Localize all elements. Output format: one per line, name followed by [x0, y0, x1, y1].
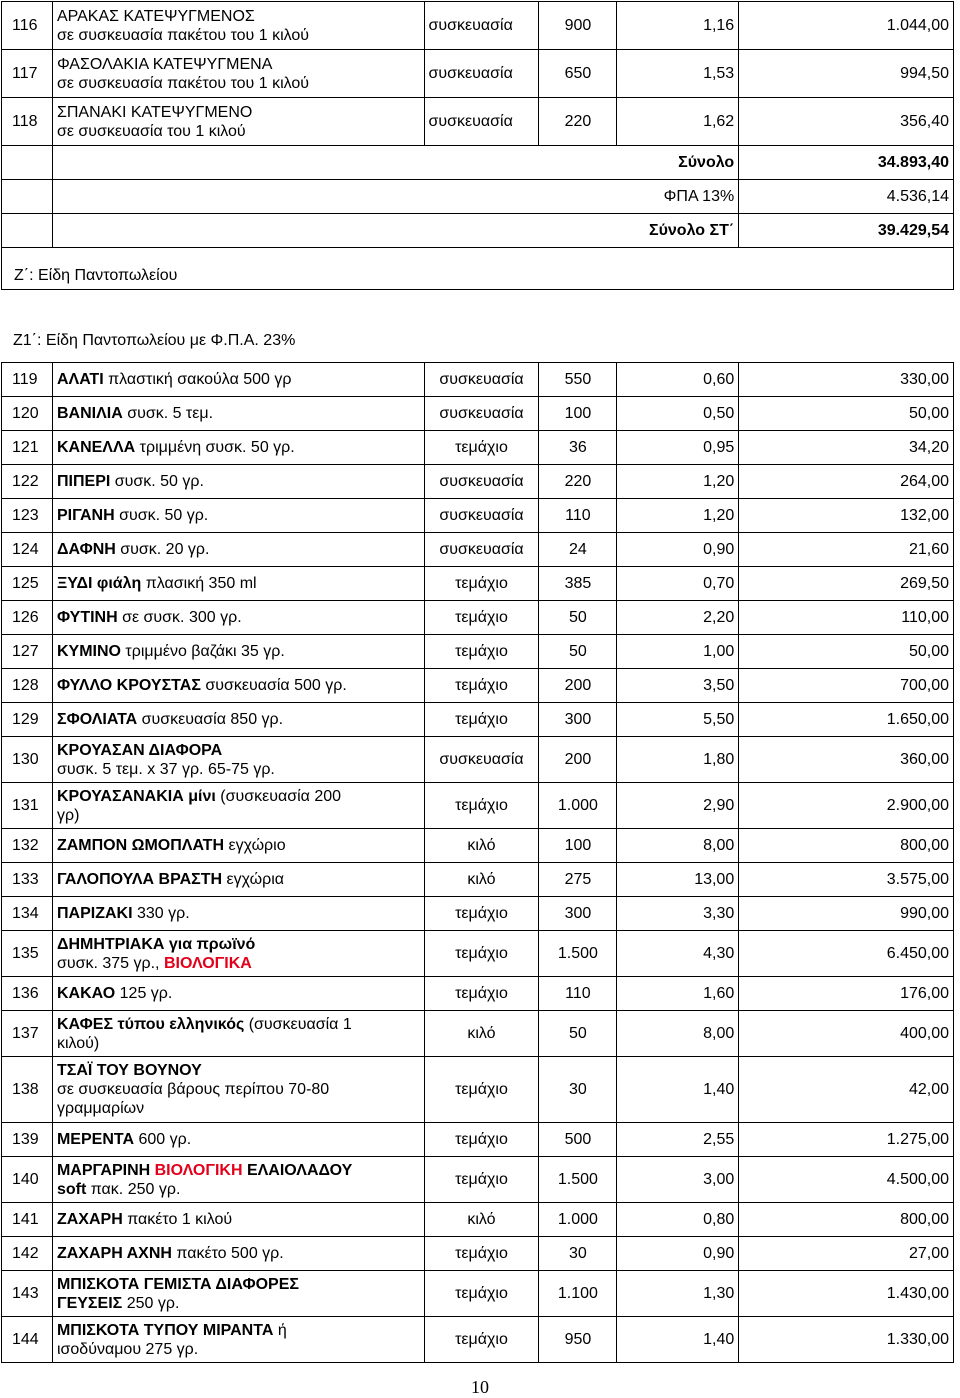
totals-label: ΦΠΑ 13% — [52, 180, 738, 214]
item-detail: σε συσκευασία πακέτου του 1 κιλού — [56, 74, 310, 92]
item-name: ΦΥΛΛΟ ΚΡΟΥΣΤΑΣ — [56, 677, 201, 694]
item-description — [52, 635, 424, 669]
item-quantity: 100 — [539, 397, 617, 431]
item-total: 2.900,00 — [739, 783, 954, 829]
item-number: 134 — [2, 897, 53, 931]
item-description — [52, 669, 424, 703]
item-total: 132,00 — [739, 499, 954, 533]
item-price: 3,30 — [617, 897, 739, 931]
item-price: 2,20 — [617, 601, 739, 635]
item-unit: τεμάχιο — [424, 1057, 539, 1123]
item-detail: 250 γρ. — [122, 1294, 180, 1312]
table-row — [2, 533, 954, 567]
table-row — [2, 1123, 954, 1157]
totals-row — [2, 146, 954, 180]
table-row — [2, 1237, 954, 1271]
item-description — [52, 363, 424, 397]
item-total: 800,00 — [739, 829, 954, 863]
item-unit: κιλό — [424, 1203, 539, 1237]
item-quantity: 1.000 — [539, 783, 617, 829]
item-total: 264,00 — [739, 465, 954, 499]
item-total: 800,00 — [739, 1203, 954, 1237]
item-total: 50,00 — [739, 397, 954, 431]
item-total: 360,00 — [739, 737, 954, 783]
table-row — [2, 567, 954, 601]
item-unit: συσκευασία — [424, 397, 539, 431]
item-quantity: 200 — [539, 737, 617, 783]
item-detail-bold: soft — [56, 1180, 87, 1198]
item-detail: εγχώριο — [224, 837, 286, 854]
item-unit: συσκευασία — [424, 533, 539, 567]
item-total: 4.500,00 — [739, 1157, 954, 1203]
item-detail: συσκ. 5 τεμ. x 37 γρ. 65-75 γρ. — [56, 760, 275, 778]
item-detail: σε συσκευασία πακέτου του 1 κιλού — [56, 26, 310, 44]
item-description — [52, 397, 424, 431]
item-quantity: 300 — [539, 897, 617, 931]
item-total: 330,00 — [739, 363, 954, 397]
table-row — [2, 601, 954, 635]
item-name: ΦΑΣΟΛΑΚΙΑ ΚΑΤΕΨΥΓΜΕΝΑ — [56, 55, 273, 73]
item-detail: τριμμένο βαζάκι 35 γρ. — [120, 643, 285, 660]
item-price: 1,30 — [617, 1271, 739, 1317]
table-row — [2, 977, 954, 1011]
item-number: 126 — [2, 601, 53, 635]
subsection-title: Ζ1΄: Είδη Παντοπωλείου με Φ.Π.Α. 23% — [13, 332, 296, 349]
item-name: ΑΡΑΚΑΣ ΚΑΤΕΨΥΓΜΕΝΟΣ — [56, 7, 255, 25]
table-row — [2, 98, 954, 146]
table-row — [2, 2, 954, 50]
item-detail: γρ) — [56, 806, 80, 824]
section-row — [2, 248, 954, 290]
item-price: 8,00 — [617, 1011, 739, 1057]
item-description — [52, 931, 424, 977]
item-description — [52, 703, 424, 737]
item-number: 131 — [2, 783, 53, 829]
item-detail: συσκευασία 850 γρ. — [137, 711, 284, 728]
totals-value: 39.429,54 — [739, 214, 954, 248]
item-quantity: 30 — [539, 1057, 617, 1123]
item-name: ΚΑΝΕΛΛΑ — [56, 439, 136, 456]
item-description — [52, 829, 424, 863]
item-name: ΑΛΑΤΙ — [56, 371, 104, 388]
item-unit: τεμάχιο — [424, 897, 539, 931]
item-unit: συσκευασία — [424, 50, 539, 98]
item-number: 118 — [2, 98, 53, 146]
item-price: 1,62 — [617, 98, 739, 146]
item-quantity: 50 — [539, 601, 617, 635]
item-number: 143 — [2, 1271, 53, 1317]
item-price: 1,80 — [617, 737, 739, 783]
item-price: 1,53 — [617, 50, 739, 98]
item-price: 1,16 — [617, 2, 739, 50]
item-detail: ισοδύναμου 275 γρ. — [56, 1340, 199, 1358]
item-name: ΚΡΟΥΑΣΑΝ ΔΙΑΦΟΡΑ — [56, 741, 223, 759]
item-price: 4,30 — [617, 931, 739, 977]
item-unit: συσκευασία — [424, 737, 539, 783]
item-unit: κιλό — [424, 829, 539, 863]
item-price: 1,40 — [617, 1057, 739, 1123]
item-price: 2,55 — [617, 1123, 739, 1157]
item-unit: τεμάχιο — [424, 1317, 539, 1363]
item-detail: συσκ. 20 γρ. — [115, 541, 210, 558]
item-total: 34,20 — [739, 431, 954, 465]
item-number: 122 — [2, 465, 53, 499]
item-name: ΜΠΙΣΚΟΤΑ ΓΕΜΙΣΤΑ ΔΙΑΦΟΡΕΣ — [56, 1275, 299, 1293]
item-detail: πλαστική σακούλα 500 γρ — [103, 371, 292, 388]
item-total: 21,60 — [739, 533, 954, 567]
item-name: ΚΡΟΥΑΣΑΝΑΚΙΑ μίνι — [56, 787, 216, 805]
item-description — [52, 863, 424, 897]
item-total: 990,00 — [739, 897, 954, 931]
totals-value: 4.536,14 — [739, 180, 954, 214]
item-name: ΚΑΦΕΣ τύπου ελληνικός — [56, 1015, 245, 1033]
organic-label: ΒΙΟΛΟΓΙΚΗ — [154, 1161, 243, 1179]
item-detail: ή — [273, 1321, 287, 1339]
item-detail: πακέτο 500 γρ. — [171, 1245, 284, 1262]
item-total: 3.575,00 — [739, 863, 954, 897]
item-quantity: 385 — [539, 567, 617, 601]
item-name: ΦΥΤΙΝΗ — [56, 609, 118, 626]
totals-label: Σύνολο ΣΤ΄ — [52, 214, 738, 248]
item-description — [52, 1123, 424, 1157]
item-quantity: 1.000 — [539, 1203, 617, 1237]
item-price: 0,95 — [617, 431, 739, 465]
item-quantity: 950 — [539, 1317, 617, 1363]
item-name-suffix: ΕΛΑΙΟΛΑΔΟΥ — [242, 1161, 353, 1179]
item-quantity: 200 — [539, 669, 617, 703]
item-price: 1,20 — [617, 499, 739, 533]
item-price: 0,50 — [617, 397, 739, 431]
item-total: 1.275,00 — [739, 1123, 954, 1157]
item-name: ΔΑΦΝΗ — [56, 541, 116, 558]
item-total: 269,50 — [739, 567, 954, 601]
item-total: 1.330,00 — [739, 1317, 954, 1363]
item-detail: συσκ. 375 γρ., — [56, 954, 164, 972]
page-number: 10 — [471, 1377, 489, 1397]
table-row — [2, 1317, 954, 1363]
item-number: 130 — [2, 737, 53, 783]
item-unit: τεμάχιο — [424, 1237, 539, 1271]
item-name: ΔΗΜΗΤΡΙΑΚΑ για πρωϊνό — [56, 935, 256, 953]
item-quantity: 110 — [539, 977, 617, 1011]
item-number: 138 — [2, 1057, 53, 1123]
item-quantity: 550 — [539, 363, 617, 397]
items-table — [1, 362, 954, 1363]
item-name: ΜΕΡΕΝΤΑ — [56, 1131, 135, 1148]
item-unit: συσκευασία — [424, 499, 539, 533]
totals-value: 34.893,40 — [739, 146, 954, 180]
item-number: 135 — [2, 931, 53, 977]
item-description — [52, 2, 424, 50]
item-description — [52, 1317, 424, 1363]
table-row — [2, 669, 954, 703]
item-quantity: 24 — [539, 533, 617, 567]
item-total: 6.450,00 — [739, 931, 954, 977]
item-quantity: 1.500 — [539, 1157, 617, 1203]
item-detail: κιλού) — [56, 1034, 100, 1052]
item-price: 0,90 — [617, 1237, 739, 1271]
item-unit: τεμάχιο — [424, 931, 539, 977]
item-quantity: 50 — [539, 1011, 617, 1057]
item-unit: συσκευασία — [424, 2, 539, 50]
item-unit: τεμάχιο — [424, 703, 539, 737]
item-name: ΡΙΓΑΝΗ — [56, 507, 115, 524]
item-quantity: 220 — [539, 465, 617, 499]
item-detail: (συσκευασία 1 — [244, 1015, 352, 1033]
item-number: 139 — [2, 1123, 53, 1157]
item-detail: 330 γρ. — [132, 905, 190, 922]
item-description — [52, 1157, 424, 1203]
item-quantity: 650 — [539, 50, 617, 98]
item-unit: τεμάχιο — [424, 1123, 539, 1157]
item-name-cont: ΓΕΥΣΕΙΣ — [56, 1294, 123, 1312]
item-name: ΣΠΑΝΑΚΙ ΚΑΤΕΨΥΓΜΕΝΟ — [56, 103, 253, 121]
table-row — [2, 1271, 954, 1317]
item-detail: συσκ. 5 τεμ. — [122, 405, 214, 422]
item-number: 128 — [2, 669, 53, 703]
item-price: 0,70 — [617, 567, 739, 601]
table-row — [2, 1203, 954, 1237]
totals-row — [2, 214, 954, 248]
item-price: 1,20 — [617, 465, 739, 499]
item-detail: τριμμένη συσκ. 50 γρ. — [135, 439, 295, 456]
item-unit: τεμάχιο — [424, 783, 539, 829]
item-unit: τεμάχιο — [424, 977, 539, 1011]
item-detail: 600 γρ. — [134, 1131, 192, 1148]
item-price: 5,50 — [617, 703, 739, 737]
section-title: Ζ΄: Είδη Παντοπωλείου — [2, 248, 954, 290]
item-total: 27,00 — [739, 1237, 954, 1271]
item-number: 117 — [2, 50, 53, 98]
item-detail: σε συσκευασία βάρους περίπου 70-80 — [56, 1081, 330, 1098]
item-detail: συσκευασία 500 γρ. — [200, 677, 347, 694]
item-number: 119 — [2, 363, 53, 397]
item-name: ΒΑΝΙΛΙΑ — [56, 405, 123, 422]
table-row — [2, 897, 954, 931]
table-row — [2, 431, 954, 465]
item-total: 400,00 — [739, 1011, 954, 1057]
item-total: 50,00 — [739, 635, 954, 669]
item-total: 356,40 — [739, 98, 954, 146]
item-unit: κιλό — [424, 863, 539, 897]
item-quantity: 900 — [539, 2, 617, 50]
item-unit: κιλό — [424, 1011, 539, 1057]
item-detail: εγχώρια — [222, 871, 285, 888]
item-number: 127 — [2, 635, 53, 669]
item-total: 700,00 — [739, 669, 954, 703]
table-row — [2, 50, 954, 98]
item-description — [52, 1271, 424, 1317]
item-total: 1.430,00 — [739, 1271, 954, 1317]
item-name: ΜΠΙΣΚΟΤΑ ΤΥΠΟΥ ΜΙΡΑΝΤΑ — [56, 1321, 274, 1339]
item-description — [52, 737, 424, 783]
item-number: 125 — [2, 567, 53, 601]
item-number: 123 — [2, 499, 53, 533]
item-total: 1.044,00 — [739, 2, 954, 50]
item-description — [52, 465, 424, 499]
item-quantity: 100 — [539, 829, 617, 863]
item-number: 121 — [2, 431, 53, 465]
item-price: 3,50 — [617, 669, 739, 703]
item-description — [52, 1057, 424, 1123]
item-unit: τεμάχιο — [424, 1157, 539, 1203]
item-total: 176,00 — [739, 977, 954, 1011]
item-name: ΚΑΚΑΟ — [56, 985, 116, 1002]
item-number: 142 — [2, 1237, 53, 1271]
item-description — [52, 533, 424, 567]
item-description — [52, 1011, 424, 1057]
item-detail: πλασική 350 ml — [141, 575, 257, 592]
item-price: 1,00 — [617, 635, 739, 669]
item-total: 1.650,00 — [739, 703, 954, 737]
item-number: 129 — [2, 703, 53, 737]
item-quantity: 275 — [539, 863, 617, 897]
item-unit: τεμάχιο — [424, 1271, 539, 1317]
table-row — [2, 1011, 954, 1057]
item-name: ΤΣΑΪ ΤΟΥ ΒΟΥΝΟΥ — [56, 1062, 202, 1079]
item-number: 116 — [2, 2, 53, 50]
item-detail: γραμμαρίων — [56, 1100, 145, 1117]
table-row — [2, 635, 954, 669]
item-number: 133 — [2, 863, 53, 897]
item-unit: τεμάχιο — [424, 601, 539, 635]
organic-label: ΒΙΟΛΟΓΙΚΑ — [163, 954, 252, 972]
item-description — [52, 567, 424, 601]
item-name: ΖΑΧΑΡΗ — [56, 1211, 123, 1228]
item-name: ΓΑΛΟΠΟΥΛΑ ΒΡΑΣΤΗ — [56, 871, 223, 888]
item-unit: τεμάχιο — [424, 431, 539, 465]
table-row — [2, 1157, 954, 1203]
item-detail: σε συσκευασία του 1 κιλού — [56, 122, 246, 140]
item-number: 132 — [2, 829, 53, 863]
item-description — [52, 499, 424, 533]
item-detail: 125 γρ. — [115, 985, 173, 1002]
item-description — [52, 1203, 424, 1237]
totals-row — [2, 180, 954, 214]
item-name: ΖΑΜΠΟΝ ΩΜΟΠΛΑΤΗ — [56, 837, 225, 854]
item-quantity: 300 — [539, 703, 617, 737]
item-detail: πακέτο 1 κιλού — [122, 1211, 233, 1228]
item-unit: συσκευασία — [424, 465, 539, 499]
item-description — [52, 977, 424, 1011]
item-price: 13,00 — [617, 863, 739, 897]
item-detail: πακ. 250 γρ. — [86, 1180, 181, 1198]
totals-label: Σύνολο — [52, 146, 738, 180]
item-number: 136 — [2, 977, 53, 1011]
item-name: ΜΑΡΓΑΡΙΝΗ — [56, 1161, 155, 1179]
item-price: 0,60 — [617, 363, 739, 397]
table-row — [2, 397, 954, 431]
item-price: 1,40 — [617, 1317, 739, 1363]
item-number: 137 — [2, 1011, 53, 1057]
table-row — [2, 465, 954, 499]
item-description — [52, 897, 424, 931]
table-row — [2, 737, 954, 783]
table-row — [2, 499, 954, 533]
item-description — [52, 1237, 424, 1271]
item-description — [52, 601, 424, 635]
item-detail: σε συσκ. 300 γρ. — [117, 609, 242, 626]
item-detail: συσκ. 50 γρ. — [114, 507, 209, 524]
item-total: 994,50 — [739, 50, 954, 98]
item-number: 140 — [2, 1157, 53, 1203]
item-number: 120 — [2, 397, 53, 431]
item-quantity: 220 — [539, 98, 617, 146]
item-price: 8,00 — [617, 829, 739, 863]
item-price: 0,80 — [617, 1203, 739, 1237]
item-unit: τεμάχιο — [424, 669, 539, 703]
item-unit: τεμάχιο — [424, 635, 539, 669]
item-detail: (συσκευασία 200 — [215, 787, 342, 805]
item-quantity: 110 — [539, 499, 617, 533]
item-name: ΖΑΧΑΡΗ ΑΧΝΗ — [56, 1245, 172, 1262]
item-price: 3,00 — [617, 1157, 739, 1203]
item-price: 2,90 — [617, 783, 739, 829]
item-unit: συσκευασία — [424, 98, 539, 146]
item-number: 144 — [2, 1317, 53, 1363]
table-row — [2, 1057, 954, 1123]
item-quantity: 36 — [539, 431, 617, 465]
item-number: 141 — [2, 1203, 53, 1237]
item-price: 1,60 — [617, 977, 739, 1011]
table-row — [2, 931, 954, 977]
item-quantity: 1.100 — [539, 1271, 617, 1317]
item-name: ΣΦΟΛΙΑΤΑ — [56, 711, 138, 728]
table-row — [2, 703, 954, 737]
table-row — [2, 829, 954, 863]
item-description — [52, 98, 424, 146]
item-unit: τεμάχιο — [424, 567, 539, 601]
item-quantity: 30 — [539, 1237, 617, 1271]
item-price: 0,90 — [617, 533, 739, 567]
table-row — [2, 863, 954, 897]
table-row — [2, 363, 954, 397]
item-quantity: 500 — [539, 1123, 617, 1157]
item-name: ΞΥΔΙ φιάλη — [56, 575, 142, 592]
item-description — [52, 783, 424, 829]
item-name: ΚΥΜΙΝΟ — [56, 643, 121, 660]
item-quantity: 50 — [539, 635, 617, 669]
item-description — [52, 50, 424, 98]
top-table — [1, 1, 954, 290]
item-detail: συσκ. 50 γρ. — [110, 473, 204, 490]
item-total: 110,00 — [739, 601, 954, 635]
item-quantity: 1.500 — [539, 931, 617, 977]
item-total: 42,00 — [739, 1057, 954, 1123]
item-name: ΠΙΠΕΡΙ — [56, 473, 111, 490]
item-unit: συσκευασία — [424, 363, 539, 397]
table-row — [2, 783, 954, 829]
item-description — [52, 431, 424, 465]
item-name: ΠΑΡΙΖΑΚΙ — [56, 905, 133, 922]
item-number: 124 — [2, 533, 53, 567]
